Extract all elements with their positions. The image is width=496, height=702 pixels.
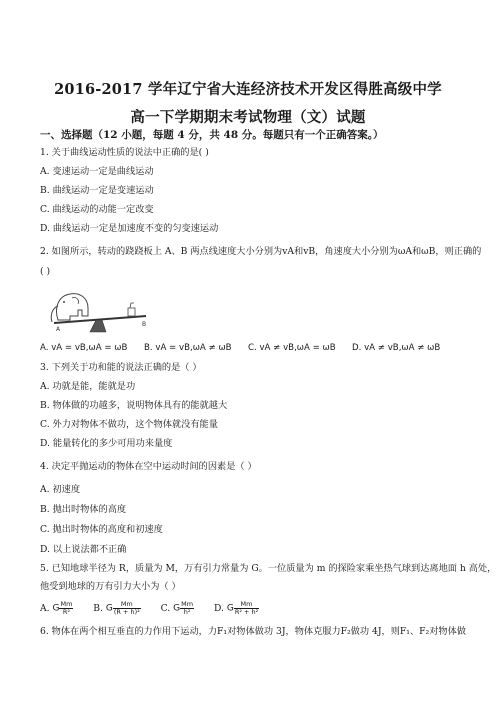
q5-options-row: [40, 600, 259, 617]
q5-fraction-b: $\frac{Mm}{\text{(R + h)²}}$: [113, 599, 140, 616]
q5-stem-line2: 他受到地球的万有引力大小为（ ）: [40, 581, 181, 592]
q2-option-c: C. vA ≠ vB,ωA = ωB: [248, 343, 336, 353]
q5-fraction-a: $\frac{Mm}{\text{R²}}$: [60, 599, 73, 616]
figure-label-b: B: [142, 321, 147, 328]
q5-option-d: D. G $\frac{Mm}{\text{R² + h²}}$: [213, 599, 259, 616]
seesaw-elephant-figure: [44, 286, 154, 338]
q5-option-a: A. G $\frac{Mm}{\text{R²}}$: [40, 599, 73, 616]
document-title-line2: 高一下学期期末考试物理（文）试题: [130, 109, 366, 126]
q2-stem-line2: ( ): [40, 266, 51, 277]
q3-option-b: B. 物体做的功越多，说明物体具有的能就越大: [40, 400, 228, 411]
q3-stem: 3. 下列关于功和能的说法正确的是（ ）: [40, 362, 202, 373]
q4-option-b: B. 抛出时物体的高度: [40, 504, 127, 515]
q5-fraction-c: $\frac{Mm}{\text{h²}}$: [181, 599, 194, 616]
q5-option-c: C. G $\frac{Mm}{\text{h²}}$: [160, 599, 194, 616]
q4-option-a: A. 初速度: [40, 484, 81, 495]
q2-option-a: A. vA = vB,ωA = ωB: [40, 343, 128, 353]
section-heading: 一、选择题（12 小题，每题 4 分，共 48 分。每题只有一个正确答案。）: [40, 129, 384, 141]
q4-stem: 4. 决定平抛运动的物体在空中运动时间的因素是（ ）: [40, 461, 257, 472]
q4-option-c: C. 抛出时物体的高度和初速度: [40, 524, 163, 535]
q2-option-d: D. vA ≠ vB,ωA ≠ ωB: [352, 343, 441, 353]
q1-stem: 1. 关于曲线运动性质的说法中正确的是( ): [40, 147, 209, 158]
q3-option-a: A. 功就是能，能就是功: [40, 381, 136, 392]
document-title-line1: 2016-2017 学年辽宁省大连经济技术开发区得胜高级中学: [54, 81, 442, 98]
q3-option-d: D. 能量转化的多少可用功来量度: [40, 438, 173, 449]
q3-option-c: C. 外力对物体不做功，这个物体就没有能量: [40, 419, 218, 430]
q2-options-row: [40, 343, 456, 353]
q1-option-a: A. 变速运动一定是曲线运动: [40, 166, 154, 177]
q5-option-b: B. G $\frac{Mm}{\text{(R + h)²}}$: [93, 599, 140, 616]
q2-stem: 2. 如图所示，转动的跷跷板上 A、B 两点线速度大小分别为vA和vB，角速度大小分别为ωA和ωB，则正确的: [40, 246, 482, 257]
q5-stem-line1: 5. 已知地球半径为 R，质量为 M，万有引力常量为 G。一位质量为 m 的探险家乘坐热气球到达离地面 h 高处，: [40, 563, 496, 574]
q1-option-d: D. 曲线运动一定是加速度不变的匀变速运动: [40, 223, 219, 234]
q6-stem: 6. 物体在两个相互垂直的力作用下运动，力F₁对物体做功 3J，物体克服力F₂做功 4J，则F₁、F₂对物体做: [40, 626, 466, 637]
q4-option-d: D. 以上说法都不正确: [40, 544, 127, 555]
q1-option-b: B. 曲线运动一定是变速运动: [40, 185, 154, 196]
figure-label-a: A: [56, 326, 61, 333]
q2-option-b: B. vA = vB,ωA ≠ ωB: [144, 343, 232, 353]
q1-option-c: C. 曲线运动的动能一定改变: [40, 204, 154, 215]
q5-fraction-d: $\frac{Mm}{\text{R² + h²}}$: [234, 599, 259, 616]
